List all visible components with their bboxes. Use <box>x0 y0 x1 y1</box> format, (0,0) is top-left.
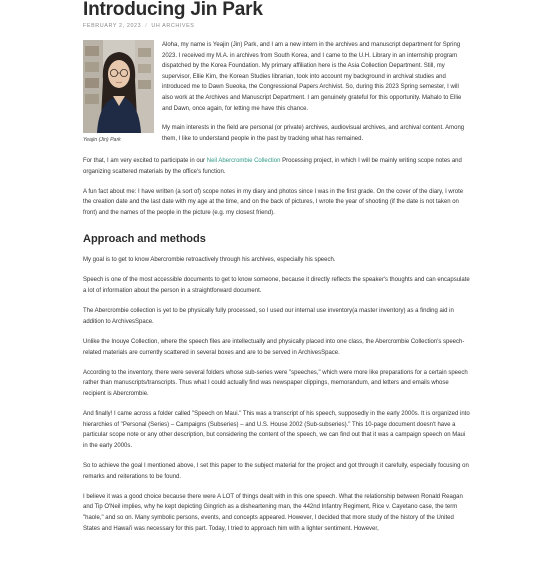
intro-paragraph-1: Aloha, my name is Yeajin (Jin) Park, and I am a new intern in the archives and manuscript department for Spring 2023. I received my M.A. in archives from South Korea, and I came to the U.H. Library in an internship program dispatched by the Korea Foundation. My primary affiliation here is the Asia Collection Department. Still, my supervisor, Ellie Kim, the Korean Studies librarian, took into account my background in archival studies and introduced me to Dawn Sueoka, the Congressional Papers Archivist. So, during this 2023 Spring semester, I will also work at the Archives and Manuscript Department. I am genuinely grateful for this opportunity. Mahalo to Ellie and Dawn, once again, for letting me have this chance. <box>162 42 462 112</box>
speech-on-maui-paragraph: And finally! I came across a folder called "Speech on Maui." This was a transcript of his speech, supposedly in the early 2000s. It is organized into hierarchies of "Personal (Series) – Campaigns (Subseries) – and U.S. House 2002 (Sub-subseries)." This 10-page document doesn't have a particular scope note or any other description, but considering the content of the speech, we can find out that it was a campaign speech on Maui in the early 2000s. <box>83 411 470 449</box>
photo-caption: Yeajin (Jin) Park <box>83 137 121 143</box>
intro-paragraph-2: My main interests in the field are personal (or private) archives, audiovisual archives, and archival content. Among them, I like to understand people in the past by tracking what has remained. <box>162 125 465 142</box>
processing-status-paragraph: The Abercrombie collection is yet to be physically fully processed, so I used our internal use inventory(a master inventory) as a finding aid in addition to ArchivesSpace. <box>83 308 454 325</box>
achieve-goal-paragraph: So to achieve the goal I mentioned above, I set this paper to the subject material for the project and got through it carefully, especially focusing on remarks and reiterations to be found. <box>83 463 469 480</box>
goal-paragraph: My goal is to get to know Abercrombie retroactively through his archives, especially his speech. <box>83 257 336 264</box>
post-category-link[interactable]: UH ARCHIVES <box>151 23 195 29</box>
post-title: Introducing Jin Park <box>83 0 263 20</box>
collection-link[interactable]: Neil Abercrombie Collection <box>206 158 281 164</box>
meta-separator: / <box>145 23 148 29</box>
processing-project-paragraph <box>83 156 471 177</box>
inouye-paragraph: Unlike the Inouye Collection, where the speech files are intellectually and physically placed into one class, the Abercrombie Collection's speech-related materials are currently scattered in several boxes and are to be served in ArchivesSpace. <box>83 338 465 356</box>
fun-fact-paragraph: A fun fact about me: I have written (a sort of) scope notes in my diary and photos since I was in the first grade. On the cover of the diary, I wrote the creation date and the last date with my age at the time, and on the back of pictures, I wrote the year of shooting (if the date is not taken on front) and the names of the people in the picture (e.g. my closest friend). <box>83 188 464 216</box>
speech-paragraph: Speech is one of the most accessible documents to get to know someone, because it directly reflects the speaker's thoughts and can encapsulate a lot of information about the person in a straightforward document. <box>83 277 470 294</box>
post-date-link[interactable]: FEBRUARY 2, 2023 <box>83 23 142 29</box>
processing-text-end: Processing project, in which I will be mainly writing scope notes and organizing scattered materials by the office's function. <box>83 158 462 175</box>
author-photo-figure <box>83 40 154 143</box>
post-body <box>83 156 471 534</box>
post-content <box>83 0 471 534</box>
post-meta <box>83 23 471 32</box>
section-heading: Approach and methods <box>83 232 206 245</box>
inventory-paragraph: According to the inventory, there were several folders whose sub-series were "speeches," which were more like preparations for a certain speech rather than manuscripts/transcripts. Thus what I could actually find was newspaper clippings, memorandum, and letters and emails whose recipient is Abercrombie. <box>83 369 468 397</box>
author-photo <box>83 40 154 133</box>
intro-text <box>162 40 471 144</box>
good-choice-paragraph: I believe it was a good choice because there were A LOT of things dealt with in this one speech. What the relationship between Ronald Reagan and Tip O'Neil implies, why he kept depicting Gingrich as a disheartening man, the 442nd Infantry Regiment, Rice v. Cayetano case, the term "haole," and so on. Many symbolic persons, events, and concepts appeared. However, I decided that more study of the history of the United States and Hawai'i was necessary for this part. Today, I tried to approach him with a lighter sentiment. However, <box>83 493 463 532</box>
intro-section <box>83 40 471 147</box>
processing-text-start: For that, I am very excited to participate in our <box>83 158 207 164</box>
